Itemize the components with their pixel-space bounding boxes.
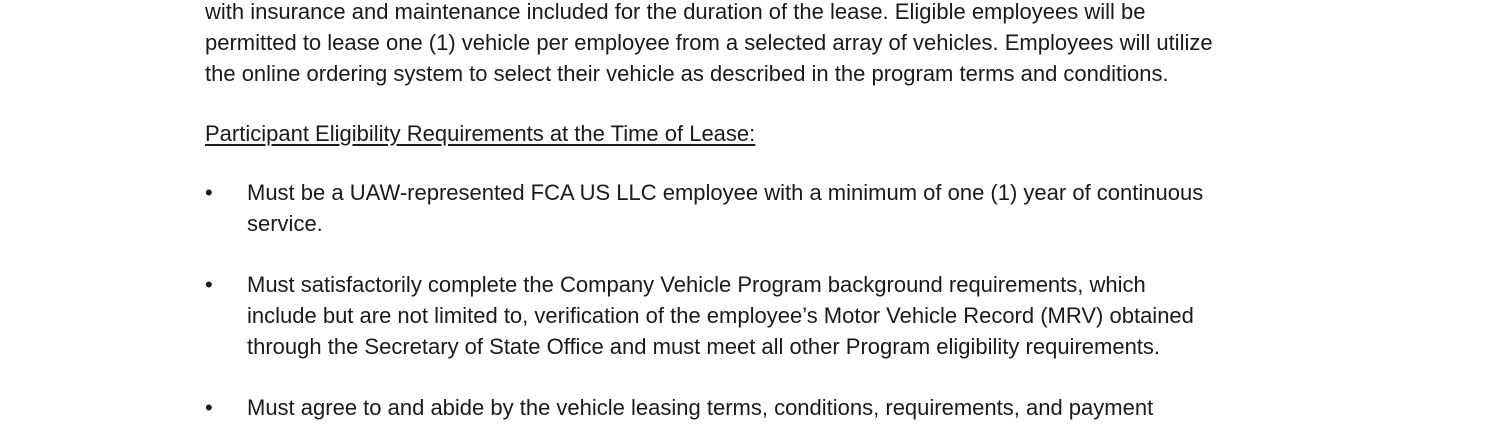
requirement-line: Must be a UAW-represented FCA US LLC employee with a minimum of one (1) year of continuous bbox=[247, 180, 1204, 205]
intro-line: the online ordering system to select their vehicle as described in the program terms and conditions. bbox=[205, 61, 1169, 86]
requirement-line: service. bbox=[247, 211, 323, 236]
requirement-line: through the Secretary of State Office and must meet all other Program eligibility requirements. bbox=[247, 334, 1161, 359]
requirement-line: Must agree to and abide by the vehicle leasing terms, conditions, requirements, and payment bbox=[247, 395, 1154, 420]
requirement-line: include but are not limited to, verification of the employee’s Motor Vehicle Record (MRV) obtained bbox=[247, 303, 1194, 328]
bullet-icon: • bbox=[205, 272, 213, 297]
requirement-text bbox=[247, 392, 1315, 423]
requirement-text bbox=[247, 269, 1315, 362]
intro-paragraph bbox=[205, 0, 1315, 89]
requirement-text bbox=[247, 177, 1315, 239]
bullet-icon: • bbox=[205, 395, 213, 420]
bullet-icon: • bbox=[205, 180, 213, 205]
section-heading: Participant Eligibility Requirements at the Time of Lease: bbox=[205, 121, 756, 146]
requirement-line: Must satisfactorily complete the Company Vehicle Program background requirements, which bbox=[247, 272, 1146, 297]
intro-line: permitted to lease one (1) vehicle per employee from a selected array of vehicles. Employees will utilize bbox=[205, 30, 1213, 55]
intro-line: with insurance and maintenance included for the duration of the lease. Eligible employees will be bbox=[205, 0, 1146, 24]
